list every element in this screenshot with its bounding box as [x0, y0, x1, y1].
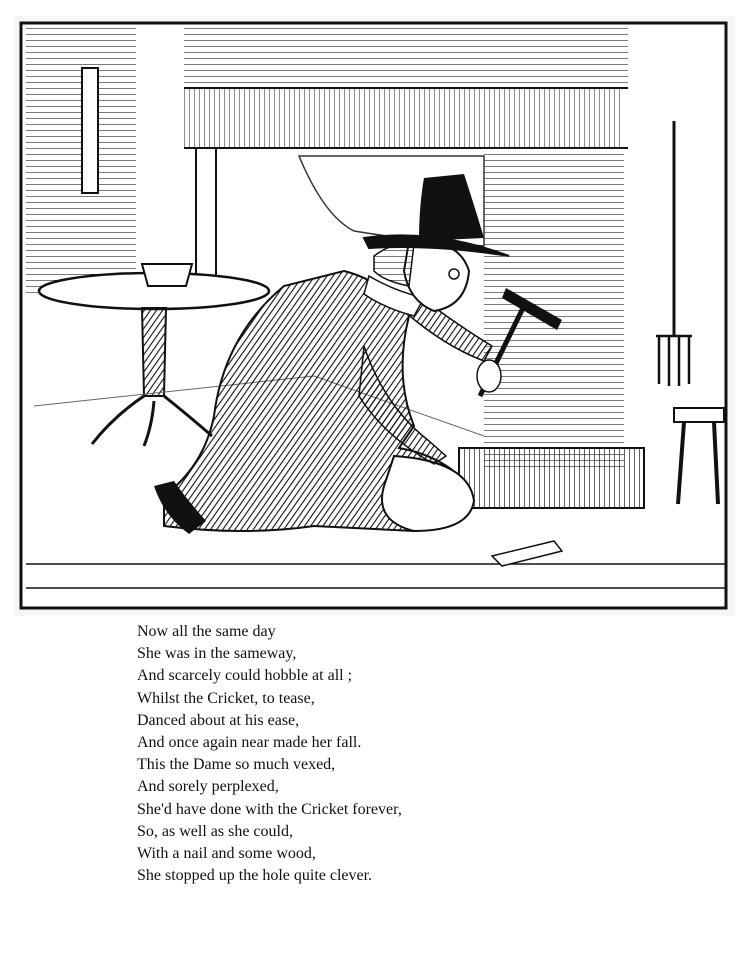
bowl: [142, 264, 192, 286]
poem-line: Whilst the Cricket, to tease,: [137, 689, 315, 707]
mantel-board: [184, 88, 624, 148]
poem-line: Now all the same day: [137, 623, 276, 640]
woodcut-illustration: [14, 16, 735, 616]
support-post: [196, 148, 216, 278]
poem-line: And scarcely could hobble at all ;: [137, 667, 353, 685]
fireplace-wall: [484, 148, 624, 468]
poem-line: And sorely perplexed,: [137, 778, 279, 796]
poem-line: So, as well as she could,: [137, 822, 293, 840]
poem-line: She stopped up the hole quite clever.: [137, 867, 373, 885]
poem-line: Danced about at his ease,: [137, 711, 300, 729]
mantel-hood: [184, 28, 628, 88]
poem-line: She was in the sameway,: [137, 645, 297, 663]
wall-window: [82, 68, 98, 193]
stool: [674, 408, 724, 422]
poem-line: With a nail and some wood,: [137, 845, 316, 863]
poem-line: This the Dame so much vexed,: [137, 756, 336, 774]
poem-line: She'd have done with the Cricket forever,: [137, 800, 402, 818]
poem-stanza: [137, 621, 697, 887]
poem-line: And once again near made her fall.: [137, 734, 362, 752]
hearth-box: [459, 448, 644, 508]
